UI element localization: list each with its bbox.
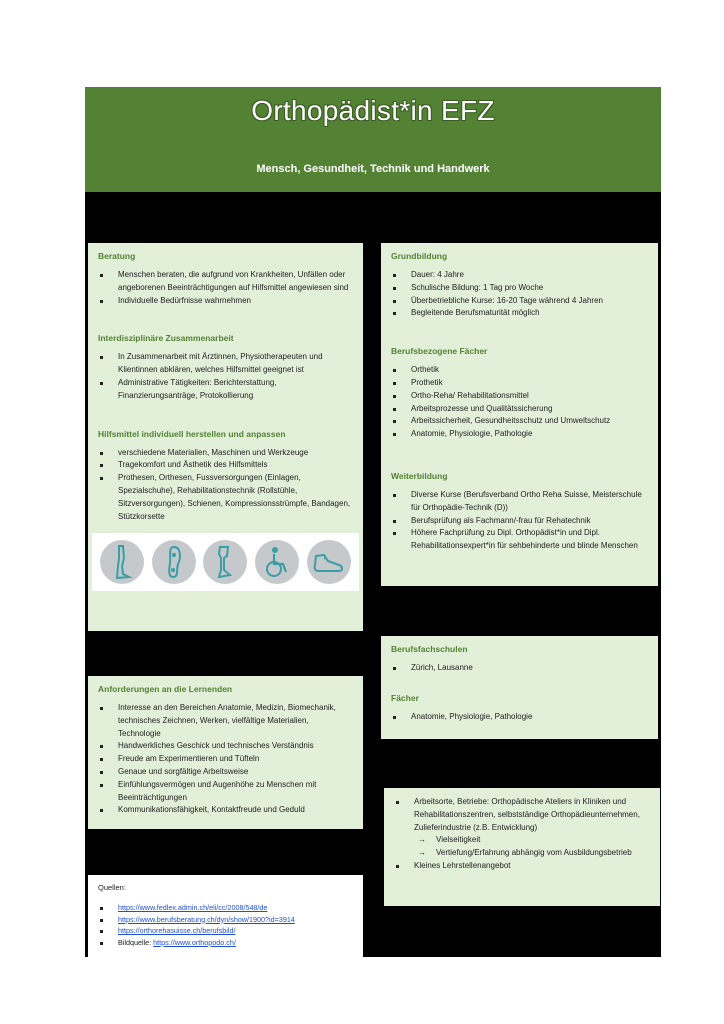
list-item [98, 925, 353, 937]
list-item: Überbetriebliche Kurse: 16-20 Tage während 4 Jahren [391, 295, 648, 308]
workplaces-box [384, 788, 660, 906]
anforderungen-title: Anforderungen an die Lernenden [98, 684, 233, 694]
source-link[interactable]: https://www.fedlex.admin.ch/eli/cc/2008/548/de [118, 903, 268, 912]
shoe-icon [307, 540, 351, 584]
list-item: Zürich, Lausanne [391, 662, 648, 675]
list-item: In Zusammenarbeit mit Ärztinnen, Physiotherapeuten und Klientinnen abklären, welches Hilfsmittel geeignet ist [98, 351, 353, 377]
grundbildung-title: Grundbildung [391, 251, 448, 261]
weiterbildung-list [391, 489, 648, 553]
source-link[interactable]: https://orthorehasuisse.ch/berufsbild/ [118, 926, 236, 935]
hilfsmittel-icon-row [92, 533, 359, 591]
list-item [98, 937, 353, 949]
image-source-label: Bildquelle: [118, 937, 154, 947]
grundbildung-list [391, 269, 648, 320]
anforderungen-list [98, 702, 353, 817]
arrow-right-icon: → [418, 848, 426, 858]
list-item: Anatomie, Physiologie, Pathologie [391, 428, 648, 441]
list-item: Arbeitssicherheit, Gesundheitsschutz und Umweltschutz [391, 415, 648, 428]
list-item: Kleines Lehrstellenangebot [394, 860, 650, 873]
list-item: Orthetik [391, 364, 648, 377]
list-item: Anatomie, Physiologie, Pathologie [391, 711, 648, 724]
arbeitsorte-list-2 [394, 860, 650, 873]
list-item: → Vertiefung/Erfahrung abhängig vom Ausbildungsbetrieb [414, 847, 650, 860]
image-source-link[interactable]: https://www.orthopodo.ch/ [153, 937, 236, 947]
interdisziplinaer-list [98, 351, 353, 402]
schools-box [381, 636, 658, 739]
weiterbildung-title: Weiterbildung [391, 470, 448, 481]
schulfaecher-list [391, 711, 648, 724]
berufsfachschulen-list [391, 662, 648, 675]
poster [85, 87, 661, 957]
beratung-list [98, 269, 353, 307]
list-item: Dauer: 4 Jahre [391, 269, 648, 282]
list-item: Freude am Experimentieren und Tüfteln [98, 753, 353, 766]
arbeitsorte-sub-list [394, 834, 650, 860]
list-item: Einfühlungsvermögen und Augenhöhe zu Menschen mit Beeinträchtigungen [98, 779, 353, 805]
faecher-list [391, 364, 648, 441]
interdisziplinaer-title: Interdisziplinäre Zusammenarbeit [98, 333, 234, 344]
source-link[interactable]: https://www.berufsberatung.ch/dyn/show/1900?id=3914 [118, 914, 295, 924]
hilfsmittel-title: Hilfsmittel individuell herstellen und anpassen [98, 428, 286, 439]
list-item: Höhere Fachprüfung zu Dipl. Orthopädist*in und Dipl. Rehabilitationsexpert*in für sehbehinderte und blinde Menschen [391, 527, 648, 553]
list-item: Arbeitsprozesse und Qualitätssicherung [391, 403, 648, 416]
list-item: Interesse an den Bereichen Anatomie, Medizin, Biomechanik, technisches Zeichnen, Werken, vielfältige Materialien, Technologie [98, 702, 353, 740]
list-item: → Vielseitigkeit [414, 834, 650, 847]
insole-icon [152, 540, 196, 584]
tasks-box [88, 243, 363, 631]
arrow-right-icon: → [418, 835, 426, 845]
list-item: Handwerkliches Geschick und technisches Verständnis [98, 740, 353, 753]
sources-box [88, 875, 363, 957]
wheelchair-icon [255, 540, 299, 584]
list-item: Schulische Bildung: 1 Tag pro Woche [391, 282, 648, 295]
list-item: Diverse Kurse (Berufsverband Ortho Reha Suisse, Meisterschule für Orthopädie-Technik (D)) [391, 489, 648, 515]
list-item [98, 914, 353, 926]
list-item: Menschen beraten, die aufgrund von Krankheiten, Unfällen oder angeborenen Beeinträchtigungen auf Hilfsmittel angewiesen sind [98, 269, 353, 295]
list-item: Prothesen, Orthesen, Fussversorgungen (Einlagen, Spezialschuhe), Rehabilitationstechnik (Rollstühle, Sitzversorgungen), Schienen, Kompressionsstrümpfe, Bandagen, Stützkorsette [98, 472, 353, 523]
poster-header [85, 87, 661, 192]
leg-prosthesis-icon [203, 540, 247, 584]
education-box [381, 243, 658, 586]
list-item: Tragekomfort und Ästhetik des Hilfsmittels [98, 459, 353, 472]
arbeitsorte-list [394, 796, 650, 834]
list-item: Administrative Tätigkeiten: Berichterstattung, Finanzierungsanträge, Protokollierung [98, 377, 353, 403]
berufsfachschulen-title: Berufsfachschulen [391, 644, 468, 654]
list-item [98, 902, 353, 914]
list-item: Arbeitsorte, Betriebe: Orthopädische Ateliers in Kliniken und Rehabilitationszentren, selbstständige Orthopädieunternehmen, Zulieferindustrie (z.B. Entwicklung) [394, 796, 650, 834]
list-item: Begleitende Berufsmaturität möglich [391, 307, 648, 320]
faecher-title: Berufsbezogene Fächer [391, 346, 488, 357]
list-item: Kommunikationsfähigkeit, Kontaktfreude und Geduld [98, 804, 353, 817]
beratung-title: Beratung [98, 251, 136, 261]
list-item: Berufsprüfung als Fachmann/-frau für Rehatechnik [391, 515, 648, 528]
page-subtitle: Mensch, Gesundheit, Technik und Handwerk [256, 163, 490, 175]
hilfsmittel-list [98, 447, 353, 524]
leg-orthosis-icon [100, 540, 144, 584]
schulfaecher-title: Fächer [391, 692, 419, 703]
list-item: Individuelle Bedürfnisse wahrnehmen [98, 295, 353, 308]
list-item: Prothetik [391, 377, 648, 390]
page-title: Orthopädist*in EFZ [251, 95, 495, 126]
requirements-box [88, 676, 363, 829]
sources-title: Quellen: [98, 883, 126, 892]
list-item: Genaue und sorgfältige Arbeitsweise [98, 766, 353, 779]
sources-list [98, 902, 353, 948]
list-item: Ortho-Reha/ Rehabilitationsmittel [391, 390, 648, 403]
list-item: verschiedene Materialien, Maschinen und Werkzeuge [98, 447, 353, 460]
